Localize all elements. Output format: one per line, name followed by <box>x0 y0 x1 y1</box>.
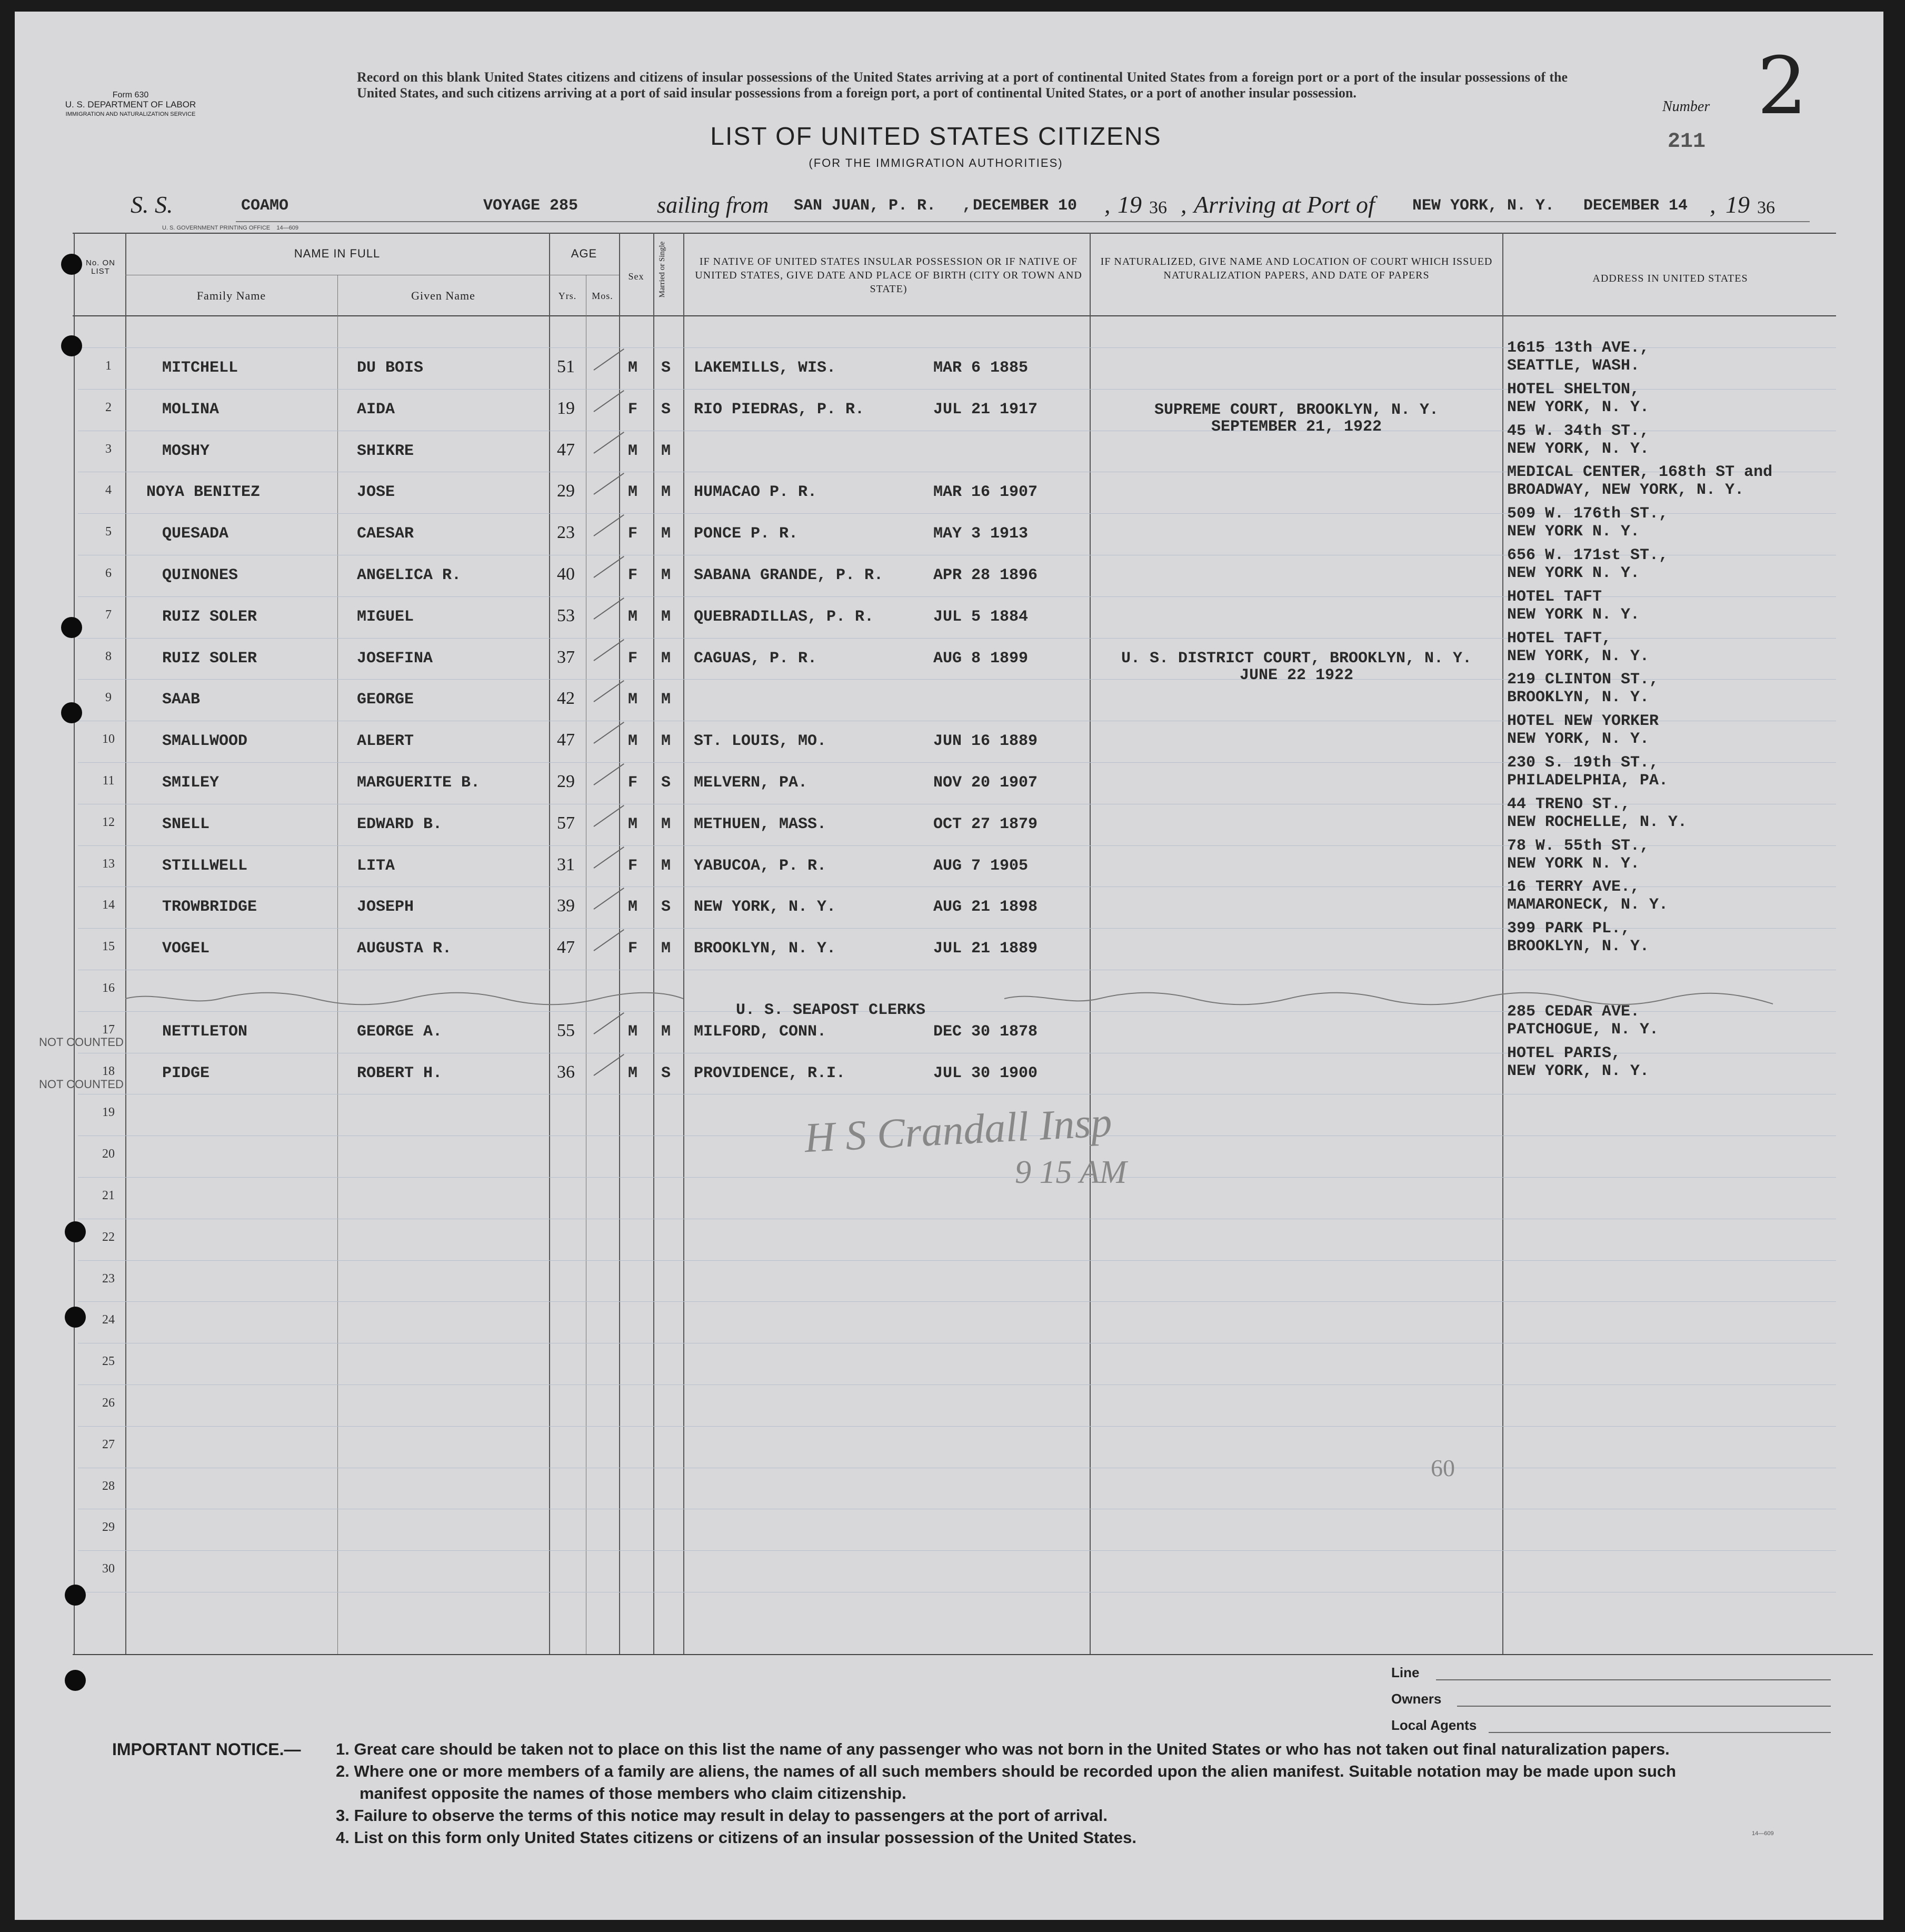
form-number: Form 630 <box>112 91 149 99</box>
year-suffix-1: 36 <box>1149 198 1167 217</box>
cell-no: 26 <box>102 1396 115 1410</box>
notice-title: IMPORTANT NOTICE.— <box>112 1740 301 1759</box>
cell-no: 1 <box>105 359 112 373</box>
cell-ms: S <box>661 359 671 377</box>
cell-addr1: 44 TRENO ST., <box>1507 795 1631 813</box>
notice-item-2: 2. Where one or more members of a family are aliens, the names of all such members should be recorded upon the alien manifest. Suitable notation may be made upon such <box>336 1762 1677 1780</box>
cell-sex: M <box>628 442 638 460</box>
cell-given: DU BOIS <box>357 359 424 377</box>
cell-ms: M <box>661 483 671 502</box>
cell-given: JOSEPH <box>357 898 414 917</box>
cell-ms: S <box>661 898 671 917</box>
punch-hole <box>65 1221 86 1242</box>
cell-sex: M <box>628 483 638 502</box>
cell-family: MOLINA <box>162 400 220 419</box>
cell-addr1: 219 CLINTON ST., <box>1507 671 1659 689</box>
cell-no: 8 <box>105 649 112 663</box>
notice-item-3: 3. Failure to observe the terms of this notice may result in delay to passengers at the port of arrival. <box>336 1806 1108 1825</box>
cell-addr1: 45 W. 34th ST., <box>1507 422 1650 440</box>
cell-family: SMALLWOOD <box>162 732 248 751</box>
cell-sex: F <box>628 400 638 419</box>
local-agents-label: Local Agents <box>1391 1717 1477 1733</box>
cell-ms: S <box>661 1064 671 1082</box>
header-family-name: Family Name <box>196 289 266 302</box>
cell-no: 21 <box>102 1189 115 1202</box>
cell-date: OCT 27 1879 <box>933 815 1038 833</box>
header-months: Mos. <box>592 291 613 301</box>
cell-age: 19 <box>557 398 575 418</box>
cell-place: MELVERN, PA. <box>694 774 808 792</box>
voyage-number: VOYAGE 285 <box>483 197 579 215</box>
cell-no: 18 <box>102 1064 115 1078</box>
cell-ms: M <box>661 442 671 460</box>
header-naturalized-court: IF NATURALIZED, GIVE NAME AND LOCATION OF COURT WHICH ISSUED NATURALIZATION PAPERS, AND DATE OF PAPERS <box>1100 256 1493 281</box>
notice-item-2-cont: manifest opposite the names of those members who claim citizenship. <box>360 1784 906 1802</box>
cell-age: 23 <box>557 523 575 543</box>
cell-given: SHIKRE <box>357 442 414 460</box>
cell-court2: SEPTEMBER 21, 1922 <box>1211 417 1382 436</box>
cell-addr2: NEW YORK, N. Y. <box>1507 398 1650 416</box>
cell-sex: M <box>628 732 638 751</box>
cell-ms: M <box>661 857 671 875</box>
page-subtitle: (FOR THE IMMIGRATION AUTHORITIES) <box>809 156 1063 170</box>
cell-addr2: NEW YORK N. Y. <box>1507 605 1640 624</box>
arrival-date: DECEMBER 14 <box>1583 197 1688 215</box>
cell-addr1: 1615 13th AVE., <box>1507 339 1650 357</box>
cell-given: LITA <box>357 857 395 875</box>
arrival-port: NEW YORK, N. Y. <box>1412 197 1555 215</box>
cell-family: QUINONES <box>162 566 238 584</box>
cell-family: PIDGE <box>162 1064 210 1082</box>
stamp-number: 211 <box>1668 130 1706 154</box>
cell-ms: M <box>661 649 671 668</box>
cell-date: JUL 30 1900 <box>933 1064 1038 1082</box>
cell-place: ST. LOUIS, MO. <box>694 732 827 751</box>
cell-no: 28 <box>102 1479 115 1493</box>
cell-age: 40 <box>557 564 575 584</box>
header-no: No. ON LIST <box>85 258 115 276</box>
cell-age: 39 <box>557 896 575 916</box>
cell-addr1: HOTEL NEW YORKER <box>1507 712 1659 731</box>
line-label: Line <box>1391 1665 1420 1680</box>
wavy-divider <box>125 988 1799 1009</box>
cell-sex: M <box>628 1022 638 1041</box>
cell-addr2: BROOKLYN, N. Y. <box>1507 938 1650 956</box>
cell-no: 22 <box>102 1230 115 1244</box>
cell-given: JOSEFINA <box>357 649 433 668</box>
ss-label: S. S. <box>131 191 173 218</box>
cell-given: ROBERT H. <box>357 1064 443 1082</box>
cell-addr2: BROADWAY, NEW YORK, N. Y. <box>1507 481 1744 500</box>
sailing-date: DECEMBER 10 <box>973 197 1078 215</box>
cell-family: MITCHELL <box>162 359 238 377</box>
cell-family: VOGEL <box>162 940 210 958</box>
cell-given: MIGUEL <box>357 608 414 626</box>
cell-date: APR 28 1896 <box>933 566 1038 584</box>
pencil-number: 60 <box>1431 1455 1455 1481</box>
cell-no: 25 <box>102 1355 115 1369</box>
cell-sex: F <box>628 525 638 543</box>
cell-addr2: PATCHOGUE, N. Y. <box>1507 1020 1659 1039</box>
cell-addr1: 285 CEDAR AVE. <box>1507 1002 1640 1021</box>
cell-date: MAY 3 1913 <box>933 525 1029 543</box>
cell-addr2: PHILADELPHIA, PA. <box>1507 772 1669 790</box>
cell-ms: M <box>661 940 671 958</box>
owners-label: Owners <box>1391 1691 1442 1707</box>
cell-place: MILFORD, CONN. <box>694 1022 827 1041</box>
cell-age: 47 <box>557 938 575 958</box>
signature-time: 9 15 AM <box>1015 1154 1127 1190</box>
cell-sex: M <box>628 815 638 833</box>
cell-addr1: HOTEL TAFT, <box>1507 629 1612 648</box>
cell-no: 6 <box>105 566 112 580</box>
header-native-birth: IF NATIVE OF UNITED STATES INSULAR POSSESSION OR IF NATIVE OF UNITED STATES, GIVE DATE AND PLACE OF BIRTH (CITY OR TOWN AND STATE) <box>695 256 1082 295</box>
cell-sex: F <box>628 857 638 875</box>
inspector-signature: H S Crandall Insp <box>803 1099 1113 1162</box>
cell-place: NEW YORK, N. Y. <box>694 898 836 917</box>
cell-place: PROVIDENCE, R.I. <box>694 1064 846 1082</box>
instruction-text: Record on this blank United States citizens and citizens of insular possessions of the United States arriving at a port of continental United States from a foreign port or a port of the insular possessions of the United States, and such citizens arriving at a port of said insular possessions from a foreign port, a port of continental United States, or a port of another insular possession. <box>357 69 1568 101</box>
cell-family: SNELL <box>162 815 210 833</box>
voyage-line: S. S. COAMO VOYAGE 285 sailing from SAN JUAN, P. R. , DECEMBER 10 , 19 36 , Arriving at Port of NEW YORK, N. Y. DECEMBER 14 , 19 36 <box>131 191 1775 218</box>
cell-place: CAGUAS, P. R. <box>694 649 817 668</box>
cell-addr2: NEW ROCHELLE, N. Y. <box>1507 813 1688 831</box>
cell-family: TROWBRIDGE <box>162 898 257 917</box>
cell-date: DEC 30 1878 <box>933 1022 1038 1041</box>
cell-ms: M <box>661 691 671 709</box>
cell-addr1: MEDICAL CENTER, 168th ST and <box>1507 463 1773 482</box>
cell-addr2: NEW YORK, N. Y. <box>1507 1062 1650 1080</box>
cell-given: CAESAR <box>357 525 414 543</box>
cell-no: 3 <box>105 442 112 456</box>
cell-ms: S <box>661 774 671 792</box>
cell-addr2: NEW YORK, N. Y. <box>1507 730 1650 749</box>
seapost-clerks-label: U. S. SEAPOST CLERKS <box>736 1001 926 1019</box>
year-prefix-1: 19 <box>1118 191 1142 218</box>
cell-age: 31 <box>557 854 575 874</box>
cell-sex: M <box>628 898 638 917</box>
cell-date: NOV 20 1907 <box>933 774 1038 792</box>
cell-court2: JUNE 22 1922 <box>1239 666 1354 685</box>
cell-given: AIDA <box>357 400 395 419</box>
cell-addr2: NEW YORK N. Y. <box>1507 564 1640 582</box>
cell-date: JUL 5 1884 <box>933 608 1029 626</box>
form-info <box>62 91 199 119</box>
cell-date: AUG 8 1899 <box>933 649 1029 668</box>
cell-no: 15 <box>102 940 115 954</box>
cell-no: 11 <box>102 774 115 788</box>
cell-addr2: MAMARONECK, N. Y. <box>1507 896 1669 914</box>
not-counted-stamp: NOT COUNTED <box>39 1035 124 1049</box>
cell-age: 29 <box>557 772 575 791</box>
header-years: Yrs. <box>558 291 577 301</box>
cell-age: 47 <box>557 730 575 750</box>
cell-family: RUIZ SOLER <box>162 649 257 668</box>
cell-no: 12 <box>102 815 115 829</box>
cell-age: 42 <box>557 689 575 709</box>
cell-age: 55 <box>557 1020 575 1040</box>
cell-ms: M <box>661 566 671 584</box>
cell-sex: F <box>628 940 638 958</box>
cell-family: QUESADA <box>162 525 229 543</box>
cell-place: QUEBRADILLAS, P. R. <box>694 608 874 626</box>
cell-no: 20 <box>102 1147 115 1161</box>
cell-given: MARGUERITE B. <box>357 774 481 792</box>
cell-addr1: HOTEL TAFT <box>1507 587 1602 606</box>
cell-addr1: 656 W. 171st ST., <box>1507 546 1669 564</box>
cell-sex: F <box>628 649 638 668</box>
cell-addr2: NEW YORK, N. Y. <box>1507 440 1650 458</box>
cell-no: 10 <box>102 732 115 746</box>
number-label: Number <box>1662 98 1710 115</box>
cell-family: NETTLETON <box>162 1022 248 1041</box>
cell-given: GEORGE <box>357 691 414 709</box>
cell-no: 29 <box>102 1520 115 1535</box>
col-rule-no <box>74 233 75 1654</box>
cell-no: 5 <box>105 525 112 539</box>
cell-addr1: 16 TERRY AVE., <box>1507 878 1640 897</box>
cell-date: AUG 7 1905 <box>933 857 1029 875</box>
departure-port: SAN JUAN, P. R. <box>794 197 936 215</box>
cell-ms: M <box>661 815 671 833</box>
cell-family: NOYA BENITEZ <box>146 483 261 502</box>
department-name: U. S. DEPARTMENT OF LABOR <box>65 99 196 109</box>
notice-item-1: 1. Great care should be taken not to place on this list the name of any passenger who was not born in the United States or who has not taken out final naturalization papers. <box>336 1740 1670 1758</box>
cell-no: 23 <box>102 1271 115 1286</box>
cell-given: ALBERT <box>357 732 414 751</box>
ship-name: COAMO <box>241 197 289 215</box>
cell-given: AUGUSTA R. <box>357 940 452 958</box>
cell-no: 7 <box>105 608 112 622</box>
header-age: AGE <box>571 247 597 260</box>
cell-age: 57 <box>557 813 575 833</box>
cell-family: SMILEY <box>162 774 220 792</box>
cell-sex: M <box>628 359 638 377</box>
cell-date: MAR 16 1907 <box>933 483 1038 502</box>
cell-family: SAAB <box>162 691 201 709</box>
cell-no: 9 <box>105 691 112 705</box>
not-counted-stamp: NOT COUNTED <box>39 1078 124 1091</box>
cell-addr1: 399 PARK PL., <box>1507 920 1631 938</box>
cell-age: 51 <box>557 357 575 376</box>
cell-age: 47 <box>557 440 575 460</box>
notice-item-4: 4. List on this form only United States citizens or citizens of an insular possession of the United States. <box>336 1828 1136 1847</box>
cell-place: LAKEMILLS, WIS. <box>694 359 836 377</box>
header-sex: Sex <box>628 271 644 282</box>
cell-age: 37 <box>557 647 575 667</box>
cell-place: RIO PIEDRAS, P. R. <box>694 400 865 419</box>
cell-place: PONCE P. R. <box>694 525 799 543</box>
cell-addr2: NEW YORK, N. Y. <box>1507 647 1650 665</box>
cell-date: JUL 21 1917 <box>933 400 1038 419</box>
cell-sex: F <box>628 774 638 792</box>
cell-addr1: HOTEL PARIS, <box>1507 1044 1621 1062</box>
punch-hole <box>61 335 82 356</box>
cell-sex: M <box>628 608 638 626</box>
cell-place: YABUCOA, P. R. <box>694 857 827 875</box>
cell-addr2: NEW YORK N. Y. <box>1507 523 1640 541</box>
cell-given: JOSE <box>357 483 395 502</box>
manifest-sheet <box>15 12 1883 1920</box>
header-married-single: Married or Single <box>658 241 666 298</box>
year-prefix-2: 19 <box>1726 191 1750 218</box>
punch-hole <box>65 1307 86 1328</box>
cell-date: AUG 21 1898 <box>933 898 1038 917</box>
cell-family: RUIZ SOLER <box>162 608 257 626</box>
handwritten-number: 2 <box>1757 41 1808 132</box>
cell-family: STILLWELL <box>162 857 248 875</box>
cell-no: 14 <box>102 898 115 912</box>
cell-ms: M <box>661 732 671 751</box>
punch-hole <box>61 254 82 275</box>
cell-place: HUMACAO P. R. <box>694 483 817 502</box>
cell-court: SUPREME COURT, BROOKLYN, N. Y. <box>1154 401 1439 419</box>
cell-addr2: BROOKLYN, N. Y. <box>1507 689 1650 707</box>
cell-date: MAR 6 1885 <box>933 359 1029 377</box>
cell-addr2: SEATTLE, WASH. <box>1507 357 1640 375</box>
punch-hole <box>61 617 82 638</box>
header-name-in-full: NAME IN FULL <box>294 247 381 260</box>
important-notice <box>336 1738 1883 1849</box>
cell-no: 2 <box>105 400 112 414</box>
cell-place: METHUEN, MASS. <box>694 815 827 833</box>
header-address: ADDRESS IN UNITED STATES <box>1592 273 1748 284</box>
cell-age: 53 <box>557 605 575 625</box>
cell-no: 16 <box>102 981 115 995</box>
page-title: LIST OF UNITED STATES CITIZENS <box>710 123 1162 151</box>
cell-age: 36 <box>557 1062 575 1082</box>
header-given-name: Given Name <box>411 289 475 302</box>
cell-date: JUL 21 1889 <box>933 940 1038 958</box>
cell-no: 17 <box>102 1022 115 1037</box>
cell-no: 19 <box>102 1106 115 1120</box>
cell-sex: M <box>628 691 638 709</box>
cell-place: BROOKLYN, N. Y. <box>694 940 836 958</box>
cell-addr2: NEW YORK N. Y. <box>1507 854 1640 873</box>
cell-sex: M <box>628 1064 638 1082</box>
cell-no: 30 <box>102 1562 115 1576</box>
cell-given: EDWARD B. <box>357 815 443 833</box>
print-office: U. S. GOVERNMENT PRINTING OFFICE 14—609 <box>162 225 298 231</box>
cell-ms: M <box>661 525 671 543</box>
punch-hole <box>61 702 82 723</box>
year-suffix-2: 36 <box>1757 198 1775 217</box>
cell-place: SABANA GRANDE, P. R. <box>694 566 884 584</box>
cell-addr1: 509 W. 176th ST., <box>1507 505 1669 523</box>
cell-age: 29 <box>557 481 575 501</box>
cell-no: 13 <box>102 857 115 871</box>
cell-addr1: 230 S. 19th ST., <box>1507 754 1659 772</box>
cell-no: 4 <box>105 483 112 497</box>
service-name: IMMIGRATION AND NATURALIZATION SERVICE <box>65 111 196 117</box>
cell-no: 27 <box>102 1437 115 1451</box>
cell-date: JUN 16 1889 <box>933 732 1038 751</box>
cell-ms: M <box>661 1022 671 1041</box>
cell-addr1: 78 W. 55th ST., <box>1507 836 1650 855</box>
cell-ms: M <box>661 608 671 626</box>
cell-addr1: HOTEL SHELTON, <box>1507 380 1640 399</box>
cell-family: MOSHY <box>162 442 210 460</box>
cell-no: 24 <box>102 1313 115 1327</box>
punch-hole <box>65 1585 86 1606</box>
sailing-label: sailing from <box>657 192 769 218</box>
cell-ms: S <box>661 400 671 419</box>
cell-given: GEORGE A. <box>357 1022 443 1041</box>
cell-court: U. S. DISTRICT COURT, BROOKLYN, N. Y. <box>1121 650 1472 668</box>
cell-sex: F <box>628 566 638 584</box>
punch-hole <box>65 1670 86 1691</box>
bottom-print-code: 14—609 <box>1752 1830 1774 1837</box>
arriving-label: Arriving at Port of <box>1194 191 1375 218</box>
cell-given: ANGELICA R. <box>357 566 462 584</box>
